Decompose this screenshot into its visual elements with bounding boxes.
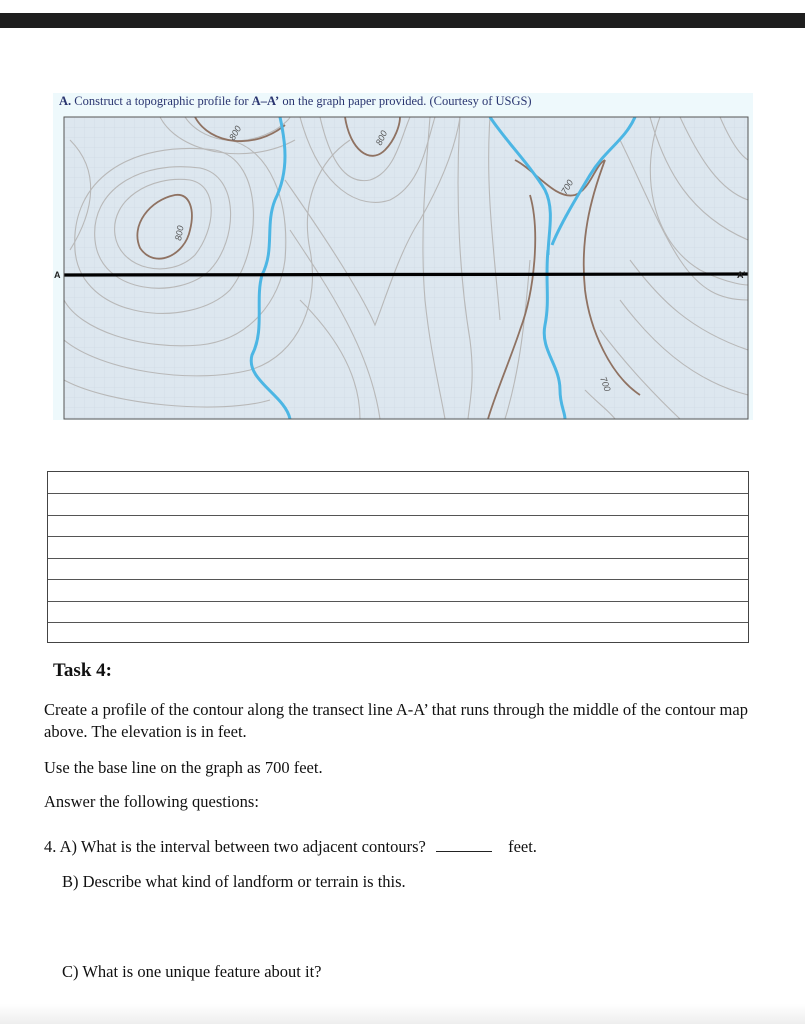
contour-label: 700 [559,177,576,196]
page-bottom-shadow [0,1004,805,1024]
graph-line [48,558,748,559]
graph-line [48,579,748,580]
question-b-text: Describe what kind of landform or terrain is this. [82,872,406,891]
baseline-note: Use the base line on the graph as 700 feet. [44,758,323,777]
graph-line [48,493,748,494]
transect-line [64,274,748,275]
question-c-prefix: C) [62,962,79,981]
question-a-prefix: 4. A) [44,837,77,856]
task-description: Create a profile of the contour along the transect line A-A’ that runs through the middle of the contour map above. The elevation is in feet. [44,700,748,741]
question-b [62,872,406,892]
graph-line [48,515,748,516]
question-a [44,837,537,857]
contour-map [0,0,805,430]
graph-line [48,536,748,537]
contour-label: 800 [373,128,390,147]
caption-suffix: on the graph paper provided. (Courtesy of USGS) [282,94,532,108]
task-title: Task 4: [53,660,112,681]
contour-label: 700 [598,375,613,393]
profile-graph-paper [47,471,749,643]
label-a-prime: A’ [737,270,746,280]
label-a: A [54,270,61,280]
question-a-text: What is the interval between two adjacent contours? [80,837,426,856]
contour-label: 800 [173,224,186,242]
question-a-unit: feet. [508,837,537,856]
caption-prefix: A. [59,94,72,108]
graph-line [48,622,748,623]
caption-transect: A–A’ [251,94,280,108]
answer-blank[interactable] [436,837,492,852]
contour-label: 800 [227,123,244,142]
question-c [62,962,322,982]
caption-text: Construct a topographic profile for [74,94,249,108]
question-c-text: What is one unique feature about it? [82,962,322,981]
question-b-prefix: B) [62,872,79,891]
graph-line [48,601,748,602]
answer-prompt: Answer the following questions: [44,792,259,811]
